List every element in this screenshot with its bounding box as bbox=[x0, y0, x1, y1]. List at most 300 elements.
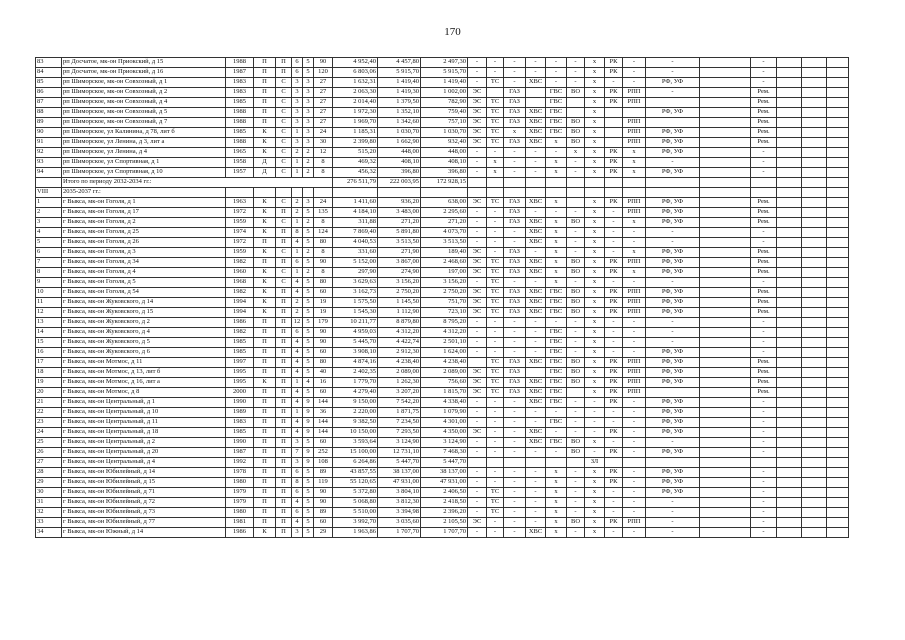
table-cell: 8 bbox=[314, 218, 333, 228]
empty-cell bbox=[777, 78, 802, 88]
table-cell: ХВС bbox=[526, 228, 546, 238]
row-number: 87 bbox=[36, 98, 62, 108]
table-cell: ВО bbox=[567, 118, 585, 128]
table-cell: - bbox=[546, 428, 567, 438]
table-cell: РК bbox=[605, 368, 623, 378]
table-cell bbox=[700, 478, 751, 488]
table-cell bbox=[700, 228, 751, 238]
table-cell: 3 bbox=[303, 78, 314, 88]
empty-cell bbox=[827, 228, 849, 238]
page-number: 170 bbox=[444, 26, 461, 38]
table-cell: Д bbox=[254, 158, 276, 168]
address-cell: г Выкса, мк-он Мотмос, д 13, лит б bbox=[62, 368, 226, 378]
table-cell: 60 bbox=[314, 348, 333, 358]
table-cell: х bbox=[585, 388, 605, 398]
table-cell: П bbox=[276, 58, 292, 68]
row-number: 28 bbox=[36, 468, 62, 478]
table-cell: - bbox=[585, 418, 605, 428]
table-row bbox=[36, 118, 849, 128]
empty-cell bbox=[827, 88, 849, 98]
empty-cell bbox=[827, 528, 849, 538]
table-cell: - bbox=[751, 78, 777, 88]
table-cell: х bbox=[567, 148, 585, 158]
empty-cell bbox=[827, 258, 849, 268]
table-cell: 43 857,55 bbox=[333, 468, 378, 478]
table-cell bbox=[700, 158, 751, 168]
table-cell: П bbox=[254, 448, 276, 458]
table-cell: - bbox=[468, 328, 487, 338]
table-cell: П bbox=[254, 458, 276, 468]
table-cell: 80 bbox=[314, 278, 333, 288]
table-cell: П bbox=[254, 368, 276, 378]
table-cell: 4 338,40 bbox=[421, 398, 468, 408]
table-cell: РК bbox=[605, 88, 623, 98]
table-cell: ВО bbox=[567, 378, 585, 388]
table-cell: ВО bbox=[567, 448, 585, 458]
table-cell: х bbox=[585, 478, 605, 488]
empty-cell bbox=[827, 508, 849, 518]
address-cell: г Выкса, мк-он Центральный, д 20 bbox=[62, 448, 226, 458]
table-cell: ХВС bbox=[526, 118, 546, 128]
table-cell: 1 662,90 bbox=[378, 138, 421, 148]
table-cell: - bbox=[567, 418, 585, 428]
table-cell: П bbox=[276, 398, 292, 408]
table-cell: - bbox=[751, 528, 777, 538]
row-number: 8 bbox=[36, 268, 62, 278]
table-cell: 24 bbox=[314, 128, 333, 138]
table-cell: х bbox=[546, 278, 567, 288]
table-cell bbox=[567, 98, 585, 108]
address-cell: г Выкса, мк-он Центральный, д 1 bbox=[62, 398, 226, 408]
table-cell: - bbox=[487, 58, 504, 68]
table-cell: 3 bbox=[303, 198, 314, 208]
empty-cell bbox=[827, 458, 849, 468]
table-cell: РФ, УФ bbox=[646, 208, 700, 218]
table-cell: 271,20 bbox=[421, 218, 468, 228]
empty-cell bbox=[827, 298, 849, 308]
table-cell: - bbox=[468, 508, 487, 518]
table-cell bbox=[700, 498, 751, 508]
empty-cell bbox=[827, 368, 849, 378]
table-cell: 1958 bbox=[226, 158, 254, 168]
table-cell: ЭС bbox=[468, 288, 487, 298]
table-cell: ГАЗ bbox=[504, 378, 526, 388]
address-cell: рп Шиморское, ул Спортивная, д 10 bbox=[62, 168, 226, 178]
table-cell: 15 100,00 bbox=[333, 448, 378, 458]
table-cell: - bbox=[487, 338, 504, 348]
table-cell: П bbox=[276, 448, 292, 458]
table-cell: 144 bbox=[314, 418, 333, 428]
table-cell: х bbox=[585, 378, 605, 388]
table-cell: 515,20 bbox=[333, 148, 378, 158]
row-number: 11 bbox=[36, 298, 62, 308]
table-cell: - bbox=[623, 528, 646, 538]
table-cell: - bbox=[567, 158, 585, 168]
empty-cell bbox=[751, 178, 777, 188]
empty-cell bbox=[802, 368, 827, 378]
table-cell: - bbox=[623, 448, 646, 458]
table-cell: 1965 bbox=[226, 148, 254, 158]
table-cell: - bbox=[751, 438, 777, 448]
table-cell: РПП bbox=[623, 378, 646, 388]
table-cell: 189,40 bbox=[421, 248, 468, 258]
table-cell: 932,40 bbox=[421, 138, 468, 148]
table-cell: х bbox=[546, 468, 567, 478]
table-cell: РК bbox=[605, 168, 623, 178]
table-cell: 3 bbox=[292, 78, 303, 88]
table-cell: ЭС bbox=[468, 298, 487, 308]
table-cell: х bbox=[546, 498, 567, 508]
table-cell: РФ, УФ bbox=[646, 378, 700, 388]
table-cell: 2 089,00 bbox=[421, 368, 468, 378]
table-cell: х bbox=[585, 308, 605, 318]
table-cell: 1 342,60 bbox=[378, 118, 421, 128]
empty-cell bbox=[802, 348, 827, 358]
table-cell: РК bbox=[605, 378, 623, 388]
table-cell: - bbox=[623, 78, 646, 88]
table-cell: ЭС bbox=[468, 198, 487, 208]
empty-cell bbox=[802, 298, 827, 308]
address-cell: г Выкса, мк-он Юбилейный, д 72 bbox=[62, 498, 226, 508]
table-cell: П bbox=[254, 358, 276, 368]
table-cell: 4 bbox=[292, 398, 303, 408]
table-cell: 80 bbox=[314, 358, 333, 368]
empty-cell bbox=[314, 188, 333, 198]
table-cell: 5 372,80 bbox=[333, 488, 378, 498]
table-cell: ТС bbox=[487, 198, 504, 208]
table-cell bbox=[700, 528, 751, 538]
table-cell: РФ, УФ bbox=[646, 478, 700, 488]
table-cell: - bbox=[751, 68, 777, 78]
table-cell: ХВС bbox=[526, 108, 546, 118]
empty-cell bbox=[777, 508, 802, 518]
empty-cell bbox=[827, 288, 849, 298]
empty-cell bbox=[827, 268, 849, 278]
table-cell: ТС bbox=[487, 308, 504, 318]
table-cell: х bbox=[585, 328, 605, 338]
table-cell: 1997 bbox=[226, 358, 254, 368]
table-cell: - bbox=[526, 68, 546, 78]
table-cell: П bbox=[276, 228, 292, 238]
table-cell: ТС bbox=[487, 498, 504, 508]
table-cell: 8 bbox=[292, 228, 303, 238]
table-cell: 1 079,90 bbox=[421, 408, 468, 418]
table-cell: 1979 bbox=[226, 488, 254, 498]
table-cell: ГВС bbox=[546, 368, 567, 378]
table-cell: 2 bbox=[292, 298, 303, 308]
table-cell: 4 959,03 bbox=[333, 328, 378, 338]
table-cell: ГАЗ bbox=[504, 138, 526, 148]
table-cell: х bbox=[585, 508, 605, 518]
table-cell: - bbox=[504, 448, 526, 458]
table-cell: 5 bbox=[303, 258, 314, 268]
empty-cell bbox=[777, 188, 802, 198]
table-cell: РФ, УФ bbox=[646, 448, 700, 458]
table-cell: - bbox=[646, 498, 700, 508]
total-value: 276 511,79 bbox=[333, 178, 378, 188]
table-cell: ТС bbox=[487, 298, 504, 308]
table-cell: РФ, УФ bbox=[646, 148, 700, 158]
table-cell bbox=[700, 268, 751, 278]
table-cell: 6 803,06 bbox=[333, 68, 378, 78]
empty-cell bbox=[802, 118, 827, 128]
empty-cell bbox=[827, 58, 849, 68]
table-cell: - bbox=[751, 328, 777, 338]
table-cell: - bbox=[504, 438, 526, 448]
table-cell: РФ, УФ bbox=[646, 198, 700, 208]
address-cell: г Выкса, мк-он Гоголя, д 54 bbox=[62, 288, 226, 298]
empty-cell bbox=[827, 518, 849, 528]
table-row bbox=[36, 58, 849, 68]
table-cell: РФ, УФ bbox=[646, 368, 700, 378]
empty-cell bbox=[802, 268, 827, 278]
address-cell: г Выкса, мк-он Центральный, д 4 bbox=[62, 458, 226, 468]
table-cell: РК bbox=[605, 258, 623, 268]
table-cell: 90 bbox=[314, 58, 333, 68]
empty-cell bbox=[827, 118, 849, 128]
table-cell: 5 bbox=[303, 368, 314, 378]
table-cell: Рем. bbox=[751, 108, 777, 118]
table-cell: 4 238,40 bbox=[378, 358, 421, 368]
empty-cell bbox=[802, 468, 827, 478]
empty-cell bbox=[303, 188, 314, 198]
empty-cell bbox=[777, 68, 802, 78]
table-cell: РПП bbox=[623, 358, 646, 368]
table-row bbox=[36, 68, 849, 78]
table-cell: 90 bbox=[314, 258, 333, 268]
empty-cell bbox=[827, 428, 849, 438]
table-cell: - bbox=[487, 428, 504, 438]
table-cell: - bbox=[504, 328, 526, 338]
table-cell: 1983 bbox=[226, 418, 254, 428]
table-cell: - bbox=[567, 78, 585, 88]
table-cell: 12 731,10 bbox=[378, 448, 421, 458]
table-cell: 4 bbox=[303, 378, 314, 388]
table-cell: 2 399,80 bbox=[333, 138, 378, 148]
table-cell: 1 145,50 bbox=[378, 298, 421, 308]
table-cell: х bbox=[585, 138, 605, 148]
total-blank bbox=[36, 178, 62, 188]
table-cell: 408,10 bbox=[421, 158, 468, 168]
table-cell: 8 bbox=[314, 248, 333, 258]
table-cell: - bbox=[487, 248, 504, 258]
table-row bbox=[36, 368, 849, 378]
table-cell: 1 632,31 bbox=[333, 78, 378, 88]
empty-cell bbox=[777, 208, 802, 218]
table-cell: 3 156,20 bbox=[378, 278, 421, 288]
empty-cell bbox=[802, 508, 827, 518]
table-cell: 782,90 bbox=[421, 98, 468, 108]
table-cell: - bbox=[751, 408, 777, 418]
table-cell: х bbox=[585, 208, 605, 218]
empty-cell bbox=[802, 488, 827, 498]
table-cell: 47 931,00 bbox=[378, 478, 421, 488]
table-cell: - bbox=[468, 58, 487, 68]
table-cell: - bbox=[567, 498, 585, 508]
table-cell: х bbox=[585, 278, 605, 288]
table-cell: 1978 bbox=[226, 468, 254, 478]
table-cell: 3 483,00 bbox=[378, 208, 421, 218]
table-cell bbox=[504, 458, 526, 468]
table-cell: С bbox=[276, 78, 292, 88]
table-cell: - bbox=[751, 478, 777, 488]
table-cell: ТС bbox=[487, 138, 504, 148]
table-row bbox=[36, 258, 849, 268]
table-cell: РК bbox=[605, 58, 623, 68]
table-cell: РПП bbox=[623, 288, 646, 298]
table-cell: ТС bbox=[487, 78, 504, 88]
table-cell: П bbox=[254, 108, 276, 118]
table-cell bbox=[700, 488, 751, 498]
table-cell: 2 063,30 bbox=[333, 88, 378, 98]
empty-cell bbox=[777, 368, 802, 378]
empty-cell bbox=[827, 328, 849, 338]
table-cell: 4 301,00 bbox=[421, 418, 468, 428]
table-cell: 3 156,20 bbox=[421, 278, 468, 288]
table-cell: - bbox=[468, 398, 487, 408]
table-cell: 2 501,10 bbox=[421, 338, 468, 348]
table-row bbox=[36, 358, 849, 368]
table-cell: ЭС bbox=[468, 258, 487, 268]
table-cell: - bbox=[751, 508, 777, 518]
table-cell: - bbox=[623, 428, 646, 438]
table-cell: 2 bbox=[303, 248, 314, 258]
table-cell: ГАЗ bbox=[504, 218, 526, 228]
empty-cell bbox=[802, 218, 827, 228]
table-cell: 6 bbox=[292, 58, 303, 68]
address-cell: г Выкса, мк-он Центральный, д 10 bbox=[62, 408, 226, 418]
table-cell: 5 bbox=[303, 308, 314, 318]
table-cell: 3 804,10 bbox=[378, 488, 421, 498]
address-cell: г Выкса, мк-он Жуковского, д 4 bbox=[62, 328, 226, 338]
table-cell: - bbox=[487, 148, 504, 158]
table-cell: х bbox=[623, 168, 646, 178]
empty-cell bbox=[827, 388, 849, 398]
table-cell: - bbox=[605, 498, 623, 508]
table-cell bbox=[700, 298, 751, 308]
table-cell: - bbox=[751, 418, 777, 428]
table-cell: 3 bbox=[303, 98, 314, 108]
table-cell: ЭС bbox=[468, 428, 487, 438]
table-cell: 271,90 bbox=[378, 248, 421, 258]
table-cell: П bbox=[276, 488, 292, 498]
table-cell bbox=[605, 138, 623, 148]
table-cell: 3 bbox=[292, 438, 303, 448]
table-cell: 119 bbox=[314, 478, 333, 488]
table-cell: ЭС bbox=[468, 248, 487, 258]
table-cell: - bbox=[623, 398, 646, 408]
table-cell: 1 bbox=[292, 248, 303, 258]
table-cell: П bbox=[276, 428, 292, 438]
table-cell: 2 497,30 bbox=[421, 58, 468, 68]
table-cell bbox=[605, 458, 623, 468]
table-cell: 1 972,30 bbox=[333, 108, 378, 118]
table-cell: 4 184,10 bbox=[333, 208, 378, 218]
empty-cell bbox=[802, 138, 827, 148]
table-cell bbox=[646, 98, 700, 108]
empty-cell bbox=[567, 188, 585, 198]
empty-cell bbox=[777, 88, 802, 98]
table-cell: П bbox=[254, 428, 276, 438]
table-cell: ТС bbox=[487, 118, 504, 128]
table-cell: 1986 bbox=[226, 318, 254, 328]
row-number: 17 bbox=[36, 358, 62, 368]
table-cell: РК bbox=[605, 298, 623, 308]
table-cell: П bbox=[276, 68, 292, 78]
row-number: 29 bbox=[36, 478, 62, 488]
table-row bbox=[36, 88, 849, 98]
table-cell: С bbox=[276, 88, 292, 98]
table-cell: - bbox=[487, 238, 504, 248]
table-cell: 2 295,60 bbox=[421, 208, 468, 218]
table-cell: ТС bbox=[487, 368, 504, 378]
address-cell: г Выкса, мк-он Гоголя, д 34 bbox=[62, 258, 226, 268]
address-cell: г Выкса, мк-он Жуковского, д 15 bbox=[62, 308, 226, 318]
total-row bbox=[36, 178, 849, 188]
empty-cell bbox=[802, 148, 827, 158]
empty-cell bbox=[802, 388, 827, 398]
table-cell: - bbox=[623, 488, 646, 498]
table-cell: - bbox=[751, 488, 777, 498]
table-cell: - bbox=[487, 228, 504, 238]
table-cell: П bbox=[254, 68, 276, 78]
table-cell: ХВС bbox=[526, 528, 546, 538]
table-cell: 36 bbox=[314, 408, 333, 418]
table-cell: 3 bbox=[303, 88, 314, 98]
table-cell: 24 bbox=[314, 198, 333, 208]
table-cell: - bbox=[504, 518, 526, 528]
table-cell: 1 707,70 bbox=[421, 528, 468, 538]
table-cell: К bbox=[254, 308, 276, 318]
empty-cell bbox=[827, 398, 849, 408]
empty-cell bbox=[827, 498, 849, 508]
address-cell: рп Шиморское, мк-он Совхозный, д 2 bbox=[62, 88, 226, 98]
address-cell: г Выкса, мк-он Гоголя, д 3 bbox=[62, 248, 226, 258]
table-cell: ХВС bbox=[526, 438, 546, 448]
table-cell: Рем. bbox=[751, 248, 777, 258]
table-cell: 5 bbox=[303, 388, 314, 398]
table-cell: 2 bbox=[303, 268, 314, 278]
address-cell: г Выкса, мк-он Центральный, д 18 bbox=[62, 428, 226, 438]
table-cell: РФ, УФ bbox=[646, 248, 700, 258]
address-cell: г Выкса, мк-он Гоголя, д 17 bbox=[62, 208, 226, 218]
table-cell: - bbox=[567, 328, 585, 338]
table-cell: - bbox=[567, 508, 585, 518]
table-cell: х bbox=[623, 268, 646, 278]
row-number: 15 bbox=[36, 338, 62, 348]
table-cell: 5 bbox=[303, 498, 314, 508]
empty-cell bbox=[802, 228, 827, 238]
section-row bbox=[36, 188, 849, 198]
table-cell: 5 447,70 bbox=[378, 458, 421, 468]
table-cell: - bbox=[751, 518, 777, 528]
table-cell: - bbox=[567, 398, 585, 408]
table-cell: 6 bbox=[292, 508, 303, 518]
table-cell: - bbox=[468, 528, 487, 538]
row-number: 21 bbox=[36, 398, 62, 408]
row-number: 25 bbox=[36, 438, 62, 448]
table-cell bbox=[700, 368, 751, 378]
table-cell: х bbox=[546, 478, 567, 488]
table-cell: ВО bbox=[567, 358, 585, 368]
table-cell: 2 396,20 bbox=[421, 508, 468, 518]
empty-cell bbox=[802, 498, 827, 508]
empty-cell bbox=[827, 178, 849, 188]
empty-cell bbox=[504, 178, 526, 188]
table-cell: РК bbox=[605, 288, 623, 298]
table-cell: - bbox=[751, 398, 777, 408]
table-cell: - bbox=[504, 278, 526, 288]
